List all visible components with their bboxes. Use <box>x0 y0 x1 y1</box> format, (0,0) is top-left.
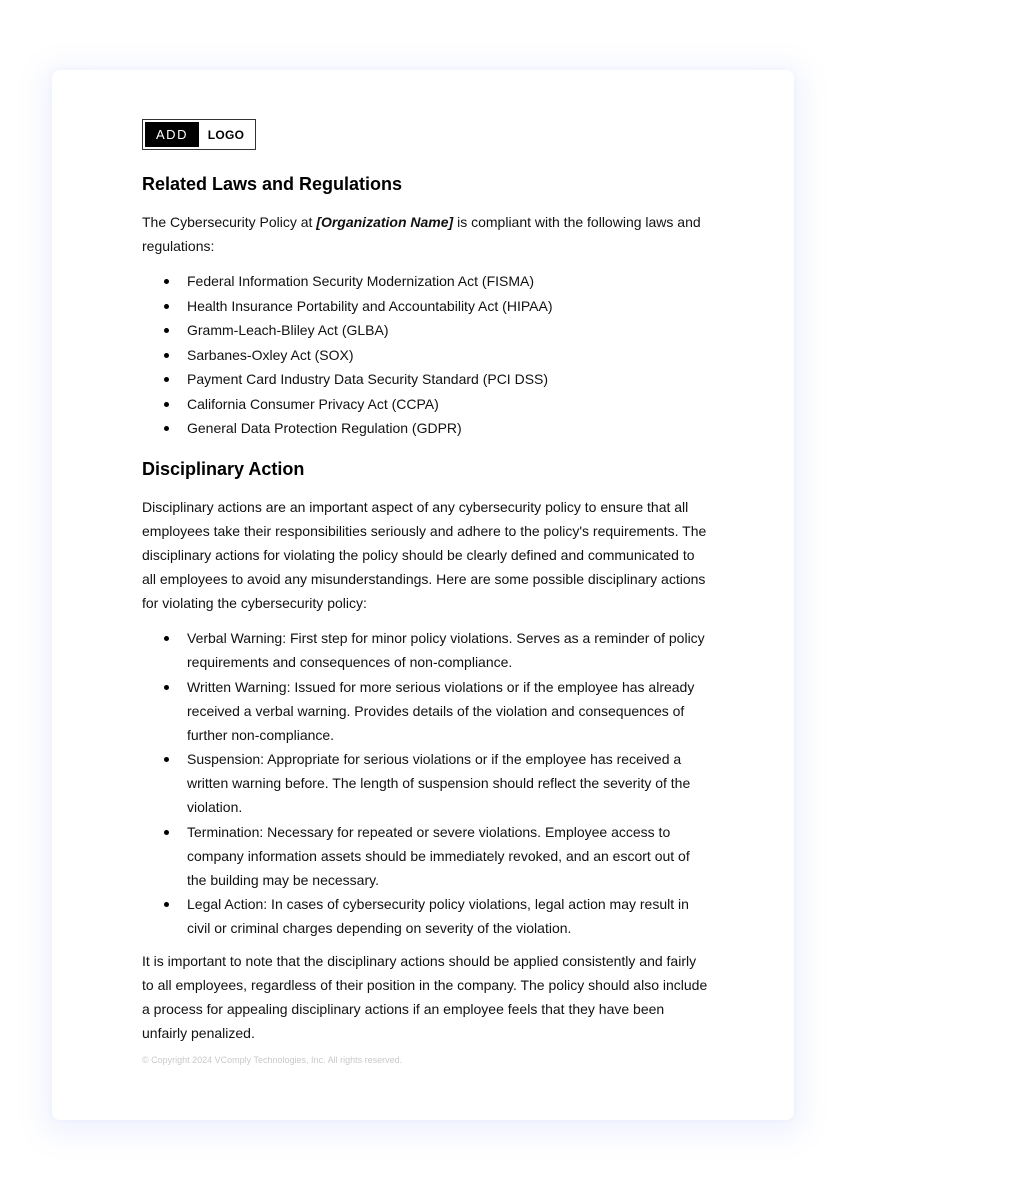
bullet-icon <box>164 328 169 333</box>
bullet-icon <box>164 902 169 907</box>
bullet-icon <box>164 402 169 407</box>
law-item-text: General Data Protection Regulation (GDPR) <box>187 420 462 436</box>
action-item-text: Suspension: Appropriate for serious violations or if the employee has received a written warning before. The length of suspension should reflect the severity of the violation. <box>187 751 691 815</box>
discipline-closing: It is important to note that the disciplinary actions should be applied consistently and fairly to all employees, regardless of their position in the company. The policy should also include a process for appealing disciplinary actions if an employee feels that they have been unfairly penalized. <box>142 953 708 1041</box>
action-item-text: Legal Action: In cases of cybersecurity policy violations, legal action may result in civil or criminal charges depending on severity of the violation. <box>187 896 689 936</box>
bullet-icon <box>164 304 169 309</box>
list-item <box>142 269 708 293</box>
action-item-text: Verbal Warning: First step for minor policy violations. Serves as a reminder of policy requirements and consequences of non-compliance. <box>187 630 705 670</box>
list-item <box>142 747 708 819</box>
laws-intro-end: is compliant with the following laws and regulations: <box>142 214 701 254</box>
list-item <box>142 367 708 391</box>
bullet-icon <box>164 830 169 835</box>
list-item <box>142 416 708 440</box>
action-item-text: Termination: Necessary for repeated or severe violations. Employee access to company information assets should be immediately revoked, and an escort out of the building may be necessary. <box>187 823 690 888</box>
bullet-icon <box>164 353 169 358</box>
list-item <box>142 892 708 940</box>
law-item-text: Payment Card Industry Data Security Standard (PCI DSS) <box>187 371 549 387</box>
laws-list <box>142 269 708 440</box>
list-item <box>142 343 708 367</box>
list-item <box>142 392 708 416</box>
laws-intro <box>142 210 708 258</box>
law-item-text: Federal Information Security Modernization Act (FISMA) <box>187 273 535 289</box>
discipline-intro: Disciplinary actions are an important aspect of any cybersecurity policy to ensure that all employees take their responsibilities seriously and adhere to the policy's requirements. The disciplinary actions for violating the policy should be clearly defined and communicated to all employees to avoid any misunderstandings. Here are some possible disciplinary actions for violating the cybersecurity policy: <box>142 499 707 611</box>
list-item <box>142 318 708 342</box>
bullet-icon <box>164 685 169 690</box>
laws-intro-start: The Cybersecurity Policy at <box>142 214 317 230</box>
discipline-list <box>142 626 708 940</box>
organization-name-placeholder: [Organization Name] <box>316 214 454 230</box>
copyright-notice: © Copyright 2024 VComply Technologies, Inc. All rights reserved. <box>142 1055 403 1065</box>
list-item <box>142 675 708 747</box>
discipline-heading: Disciplinary Action <box>142 459 305 479</box>
document-content <box>142 119 708 1066</box>
list-item <box>142 626 708 674</box>
bullet-icon <box>164 757 169 762</box>
laws-heading: Related Laws and Regulations <box>142 174 403 194</box>
law-item-text: Gramm-Leach-Bliley Act (GLBA) <box>187 322 389 338</box>
list-item <box>142 294 708 318</box>
bullet-icon <box>164 279 169 284</box>
law-item-text: California Consumer Privacy Act (CCPA) <box>187 395 439 412</box>
document-page <box>52 70 794 1120</box>
logo-logo-text: LOGO <box>207 127 245 142</box>
logo-add-text: ADD <box>145 122 199 147</box>
law-item-text: Health Insurance Portability and Accountability Act (HIPAA) <box>187 297 553 314</box>
bullet-icon <box>164 377 169 382</box>
law-item-text: Sarbanes-Oxley Act (SOX) <box>187 346 354 363</box>
logo-placeholder <box>142 119 256 150</box>
bullet-icon <box>164 636 169 641</box>
bullet-icon <box>164 426 169 431</box>
list-item <box>142 820 708 892</box>
action-item-text: Written Warning: Issued for more serious violations or if the employee has already received a verbal warning. Provides details of the violation and consequences of further non-compliance. <box>187 678 695 743</box>
